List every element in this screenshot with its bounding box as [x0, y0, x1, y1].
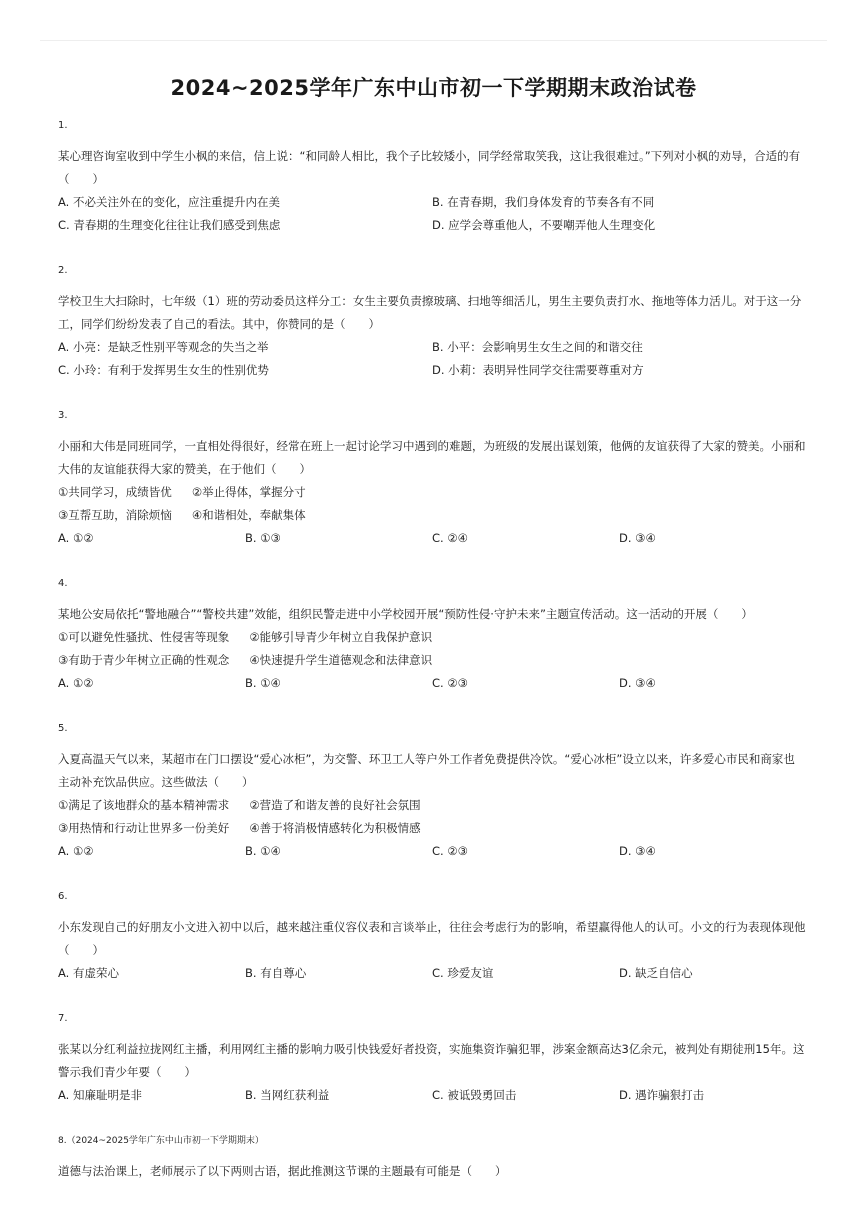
question-stem: 入夏高温天气以来，某超市在门口摆设“爱心冰柜”，为交警、环卫工人等户外工作者免费提供冷饮。“爱心冰柜”设立以来，许多爱心市民和商家也主动补充饮品供应。这些做法（ ） [58, 752, 795, 789]
top-divider [40, 40, 827, 41]
option-d[interactable]: D. 应学会尊重他人，不要嘲弄他人生理变化 [432, 218, 656, 232]
option-b[interactable]: B. 小平：会影响男生女生之间的和谐交往 [432, 340, 643, 354]
options-row [58, 527, 806, 550]
options-row [58, 191, 806, 214]
statement-3: ③有助于青少年树立正确的性观念 [58, 653, 230, 667]
statement-row [58, 626, 806, 649]
statement-2: ②营造了和谐友善的良好社会氛围 [249, 798, 421, 812]
question-stem: 张某以分红利益拉拢网红主播，利用网红主播的影响力吸引快钱爱好者投资，实施集资诈骗犯罪，涉案金额高达3亿余元，被判处有期徒刑15年。这警示我们青少年要（ ） [58, 1042, 805, 1079]
statement-1: ①可以避免性骚扰、性侵害等现象 [58, 630, 230, 644]
option-b[interactable]: B. ①④ [245, 844, 281, 858]
option-b[interactable]: B. 在青春期，我们身体发育的节奏各有不同 [432, 195, 655, 209]
statement-1: ①满足了该地群众的基本精神需求 [58, 798, 230, 812]
options-row [58, 336, 806, 359]
question-number: 5. [58, 723, 68, 734]
statement-row [58, 794, 806, 817]
question-stem: 道德与法治课上，老师展示了以下两则古语，据此推测这节课的主题最有可能是（ ） [58, 1164, 507, 1178]
question-2 [58, 263, 806, 382]
option-c[interactable]: C. ②③ [432, 676, 468, 690]
option-a[interactable]: A. 小亮：是缺乏性别平等观念的失当之举 [58, 340, 269, 354]
question-5 [58, 721, 806, 863]
option-b[interactable]: B. 当网红获利益 [245, 1088, 330, 1102]
statement-list [58, 481, 806, 527]
option-d[interactable]: D. 遇诈骗狠打击 [619, 1088, 705, 1102]
question-1 [58, 118, 806, 237]
question-6 [58, 889, 806, 985]
option-b[interactable]: B. 有自尊心 [245, 966, 307, 980]
statement-4: ④善于将消极情感转化为积极情感 [249, 821, 421, 835]
question-number: 2. [58, 265, 68, 276]
option-c[interactable]: C. 小玲：有利于发挥男生女生的性别优势 [58, 363, 269, 377]
options-row [58, 214, 806, 237]
options-row [58, 962, 806, 985]
options-row [58, 359, 806, 382]
option-a[interactable]: A. ①② [58, 531, 94, 545]
statement-list [58, 626, 806, 672]
option-c[interactable]: C. ②④ [432, 531, 468, 545]
question-stem: 小丽和大伟是同班同学，一直相处得很好，经常在班上一起讨论学习中遇到的难题，为班级的发展出谋划策，他俩的友谊获得了大家的赞美。小丽和大伟的友谊能获得大家的赞美，在于他们（ ） [58, 439, 806, 476]
question-3 [58, 408, 806, 550]
option-a[interactable]: A. ①② [58, 676, 94, 690]
option-c[interactable]: C. 青春期的生理变化往往让我们感受到焦虑 [58, 218, 281, 232]
option-b[interactable]: B. ①③ [245, 531, 281, 545]
option-c[interactable]: C. 被诋毁勇回击 [432, 1088, 517, 1102]
statement-4: ④快速提升学生道德观念和法律意识 [249, 653, 433, 667]
statement-3: ③互帮互助，消除烦恼 [58, 508, 172, 522]
statement-2: ②举止得体，掌握分寸 [191, 485, 306, 499]
question-8 [58, 1133, 806, 1183]
statement-list [58, 794, 806, 840]
option-d[interactable]: D. ③④ [619, 844, 656, 858]
statement-row [58, 504, 806, 527]
option-a[interactable]: A. 不必关注外在的变化，应注重提升内在美 [58, 195, 280, 209]
option-d[interactable]: D. 小莉：表明异性同学交往需要尊重对方 [432, 363, 644, 377]
question-number: 1. [58, 120, 68, 131]
question-number: 7. [58, 1013, 68, 1024]
question-number: 4. [58, 578, 68, 589]
option-a[interactable]: A. ①② [58, 844, 94, 858]
question-stem: 小东发现自己的好朋友小文进入初中以后，越来越注重仪容仪表和言谈举止，往往会考虑行为的影响，希望赢得他人的认可。小文的行为表现体现他（ ） [58, 920, 806, 957]
option-c[interactable]: C. ②③ [432, 844, 468, 858]
question-number: 6. [58, 891, 68, 902]
option-c[interactable]: C. 珍爱友谊 [432, 966, 494, 980]
question-stem: 学校卫生大扫除时，七年级（1）班的劳动委员这样分工：女生主要负责擦玻璃、扫地等细活儿，男生主要负责打水、拖地等体力活儿。对于这一分工，同学们纷纷发表了自己的看法。其中，你赞同的是（ ） [58, 294, 802, 331]
options-row [58, 1084, 806, 1107]
question-stem: 某地公安局依托“警地融合”“警校共建”效能，组织民警走进中小学校园开展“预防性侵·守护未来”主题宣传活动。这一活动的开展（ ） [58, 607, 753, 621]
statement-3: ③用热情和行动让世界多一份美好 [58, 821, 230, 835]
option-d[interactable]: D. 缺乏自信心 [619, 966, 693, 980]
statement-row [58, 817, 806, 840]
statement-4: ④和谐相处，奉献集体 [191, 508, 306, 522]
statement-row [58, 649, 806, 672]
statement-2: ②能够引导青少年树立自我保护意识 [249, 630, 433, 644]
option-a[interactable]: A. 知廉耻明是非 [58, 1088, 142, 1102]
options-row [58, 672, 806, 695]
options-row [58, 840, 806, 863]
option-d[interactable]: D. ③④ [619, 676, 656, 690]
question-4 [58, 576, 806, 695]
option-a[interactable]: A. 有虚荣心 [58, 966, 119, 980]
statement-row [58, 481, 806, 504]
question-stem: 某心理咨询室收到中学生小枫的来信，信上说：“和同龄人相比，我个子比较矮小，同学经常取笑我，这让我很难过。”下列对小枫的劝导，合适的有（ ） [58, 149, 801, 186]
option-d[interactable]: D. ③④ [619, 531, 656, 545]
statement-1: ①共同学习，成绩皆优 [58, 485, 172, 499]
question-number: 8.（2024~2025学年广东中山市初一下学期期末） [58, 1136, 264, 1146]
page-title: 2024~2025学年广东中山市初一下学期期末政治试卷 [170, 76, 697, 100]
question-7 [58, 1011, 806, 1107]
option-b[interactable]: B. ①④ [245, 676, 281, 690]
question-number: 3. [58, 410, 68, 421]
